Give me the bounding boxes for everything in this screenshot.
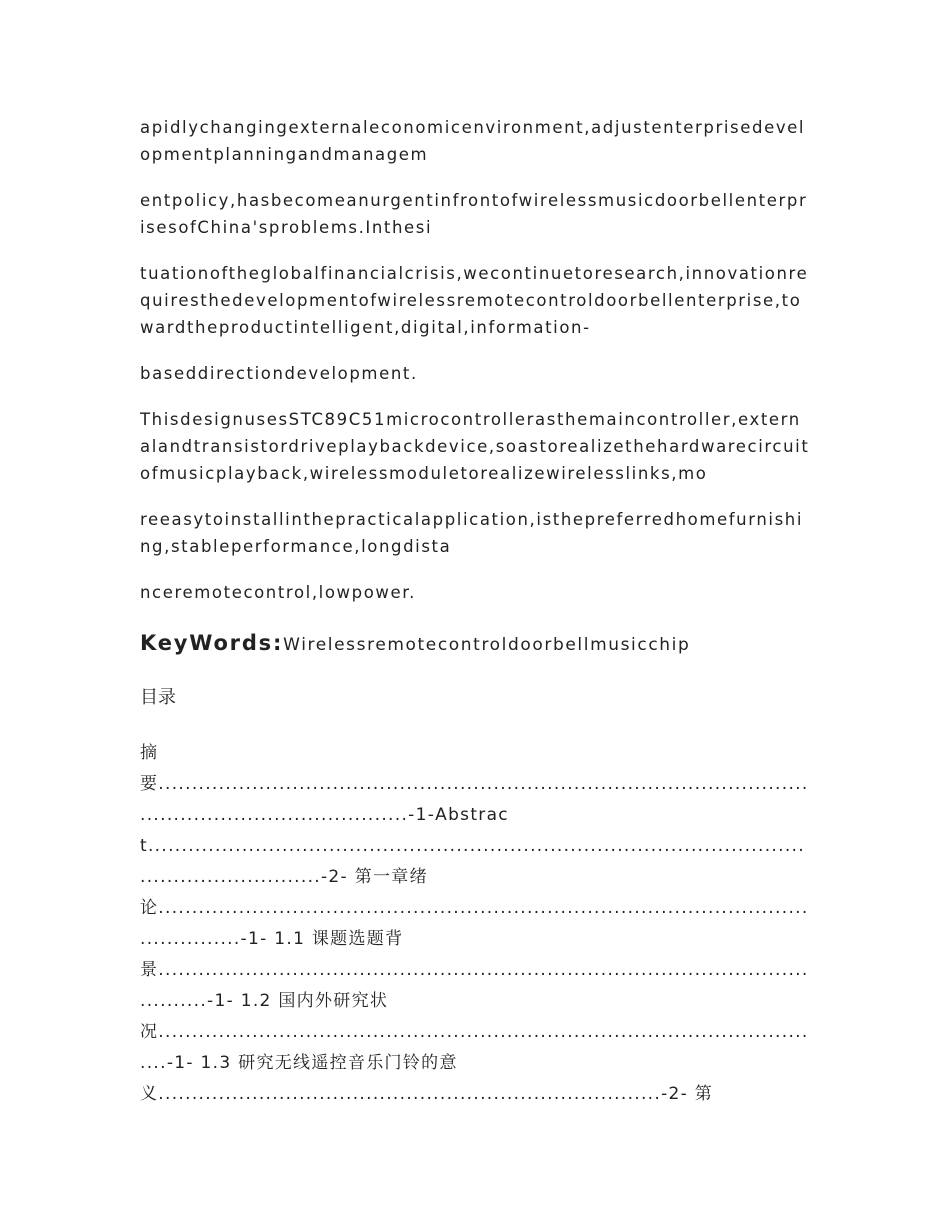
abstract-paragraph-3: tuationoftheglobalfinancialcrisis,wecontinuetoresearch,innovationrequiresthedevelopmentofwirelessremotecontroldoorbellenterprise,towardtheproductintelligent,digital,information-	[140, 264, 809, 337]
abstract-paragraph-5: ThisdesignusesSTC89C51microcontrollerasthemaincontroller,externalandtransistordriveplaybackdevice,soastorealizethehardwarecircuitofmusicplayback,wirelessmoduletorealizewirelesslinks,mo	[140, 410, 810, 483]
toc-title: 目录	[140, 687, 176, 708]
abstract-paragraph-7: nceremotecontrol,lowpower.	[140, 583, 416, 602]
keywords-value: Wirelessremotecontroldoorbellmusicchip	[283, 635, 691, 655]
table-of-contents: 摘要.........................................................................................................................................-1-Abstract.............................................................................................................................-2- 第一章绪论................................................................................................................-1- 1.1 课题选题背景...........................................................................................................-1- 1.2 国内外研究状况.....................................................................................................-1- 1.3 研究无线遥控音乐门铃的意义...........................................................................-2- 第	[140, 743, 809, 1104]
document-page	[140, 114, 810, 1110]
keywords-label: KeyWords:	[140, 631, 284, 655]
abstract-paragraph-2: entpolicy,hasbecomeanurgentinfrontofwirelessmusicdoorbellenterprisesofChina'sproblems.Inthesi	[140, 191, 808, 237]
abstract-paragraph-6: reeasytoinstallinthepracticalapplication,isthepreferredhomefurnishing,stableperformance,longdista	[140, 510, 804, 556]
abstract-paragraph-1: apidlychangingexternaleconomicenvironment,adjustenterprisedevelopmentplanningandmanagem	[140, 118, 806, 164]
abstract-paragraph-4: baseddirectiondevelopment.	[140, 364, 418, 383]
keywords-line	[140, 628, 810, 660]
